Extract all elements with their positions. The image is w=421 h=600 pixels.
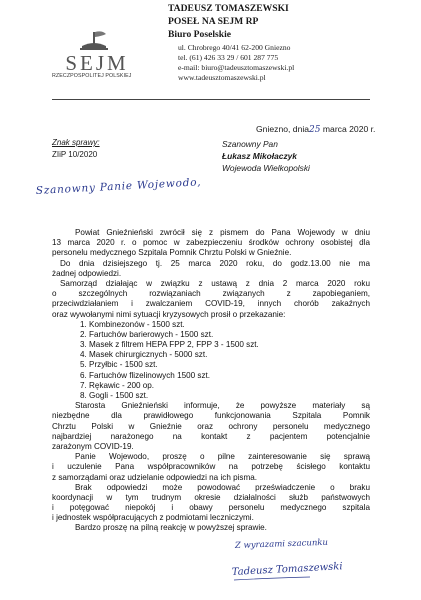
date-day-handwritten: 25 <box>309 125 321 135</box>
mp-office: POSEŁ NA SEJM RP <box>168 16 259 27</box>
signature-text: Tadeusz Tomaszewski <box>231 561 343 578</box>
date-rest: marca 2020 r. <box>322 124 376 134</box>
body-line: Chrztu Polski w Gnieźnie oraz ochrony personelu medycznego <box>52 421 370 431</box>
body-line: z samorządami oraz udzielanie odpowiedzi na ich pisma. <box>52 472 258 482</box>
body-line: i uczulenie Pana współpracowników na potrzebę ścisłego kontaktu <box>52 462 370 472</box>
body-line: 2. Fartuchów barierowych - 1500 szt. <box>80 329 214 339</box>
body-line: 8. Gogli - 1500 szt. <box>80 391 149 400</box>
greeting-text: Szanowny Panie Wojewodo, <box>35 176 201 197</box>
logo-caption: RZECZPOSPOLITEJ POLSKIEJ <box>52 73 132 79</box>
body-line: 7. Rękawic - 200 op. <box>80 380 155 390</box>
reference-number: ZIiP 10/2020 <box>52 150 98 159</box>
body-line: Bardzo proszę na pilną reakcję w powyższej sprawie. <box>75 523 267 533</box>
date-place: Gniezno, dnia <box>256 124 310 134</box>
body-line: Do dnia dzisiejszego tj. 25 marca 2020 roku, do godz.13.00 nie ma <box>60 258 370 268</box>
body-line: zarażonym COVID-19. <box>52 441 134 451</box>
body-line: 1. Kombinezonów - 1500 szt. <box>80 319 185 329</box>
closing-handwritten <box>233 534 353 554</box>
body-line: niezbędne dla prawidłowego funkcjonowania Szpitala Pomnik <box>52 411 370 421</box>
body-line: Samorząd działając w związku z ustawą z dnia 2 marca 2020 roku <box>60 278 370 288</box>
email-line: e-mail: biuro@tadeusztomaszewski.pl <box>178 63 295 72</box>
recipient-name: Łukasz Mikołaczyk <box>222 151 297 161</box>
handwritten-greeting <box>34 170 209 206</box>
letter-date <box>256 124 375 135</box>
bureau-label: Biuro Poselskie <box>168 29 231 40</box>
body-line: 13 marca 2020 r. o pomoc w zabezpieczeniu środków ochrony osobistej dla <box>52 238 370 248</box>
sejm-logo-icon <box>62 28 132 88</box>
body-line: 5. Przyłbic - 1500 szt. <box>80 360 158 370</box>
body-line: koordynacji w tym trudnym okresie działalności służb państwowych <box>52 492 370 502</box>
website-line: www.tadeusztomaszewski.pl <box>178 73 266 82</box>
body-line: 3. Masek z filtrem HEPA FPP 2, FPP 3 - 1500 szt. <box>80 340 259 350</box>
body-line: żadnej odpowiedzi. <box>52 268 122 278</box>
recipient-title: Wojewoda Wielkopolski <box>222 163 310 173</box>
header-divider <box>52 99 370 100</box>
body-line: oraz wywołanymi nimi sytuacji kryzysowych prosił o przekazanie: <box>52 309 286 319</box>
body-line: 6. Fartuchów flizelinowych 1500 szt. <box>80 370 211 380</box>
body-line: i jednostek współpracujących z podmiotami leczniczymi. <box>52 513 254 523</box>
body-line: personelu medycznego Szpitala Pomnik Chrztu Polski w Gnieźnie. <box>52 248 292 258</box>
body-line: 4. Masek chirurgicznych - 5000 szt. <box>80 350 208 360</box>
recipient-salutation: Szanowny Pan <box>222 139 278 149</box>
letter-body <box>52 228 370 534</box>
body-line: Panie Wojewodo, proszę o pilne zainteresowanie się sprawą <box>75 452 370 462</box>
phone-line: tel. (61) 426 33 29 / 601 287 775 <box>178 53 279 62</box>
mp-name: TADEUSZ TOMASZEWSKI <box>168 3 289 14</box>
reference-label: Znak sprawy: <box>52 138 100 147</box>
body-line: i potęgować niepokój i obawy personelu medycznego szpitala <box>52 503 370 513</box>
body-line: Powiat Gnieźnieński zwrócił się z pismem do Pana Wojewody w dniu <box>75 228 370 237</box>
body-line: Brak odpowiedzi może powodować przeświadczenie o braku <box>75 482 370 492</box>
signature-handwritten <box>230 557 365 585</box>
body-line: Starosta Gnieźnieński informuje, że powyższe materiały są <box>75 401 370 411</box>
body-line: najbardziej narażonego na kontakt z pacjentem potencjalnie <box>52 431 370 441</box>
closing-text: Z wyrazami szacunku <box>234 537 329 551</box>
body-line: o szczególnych rozwiązaniach związanych z zapobieganiem, <box>52 289 370 299</box>
logo-word: SEJM <box>65 51 129 75</box>
address-line: ul. Chrobrego 40/41 62-200 Gniezno <box>178 43 291 52</box>
body-line: przeciwdziałaniem i zwalczaniem COVID-19, innych chorób zakaźnych <box>52 299 370 309</box>
